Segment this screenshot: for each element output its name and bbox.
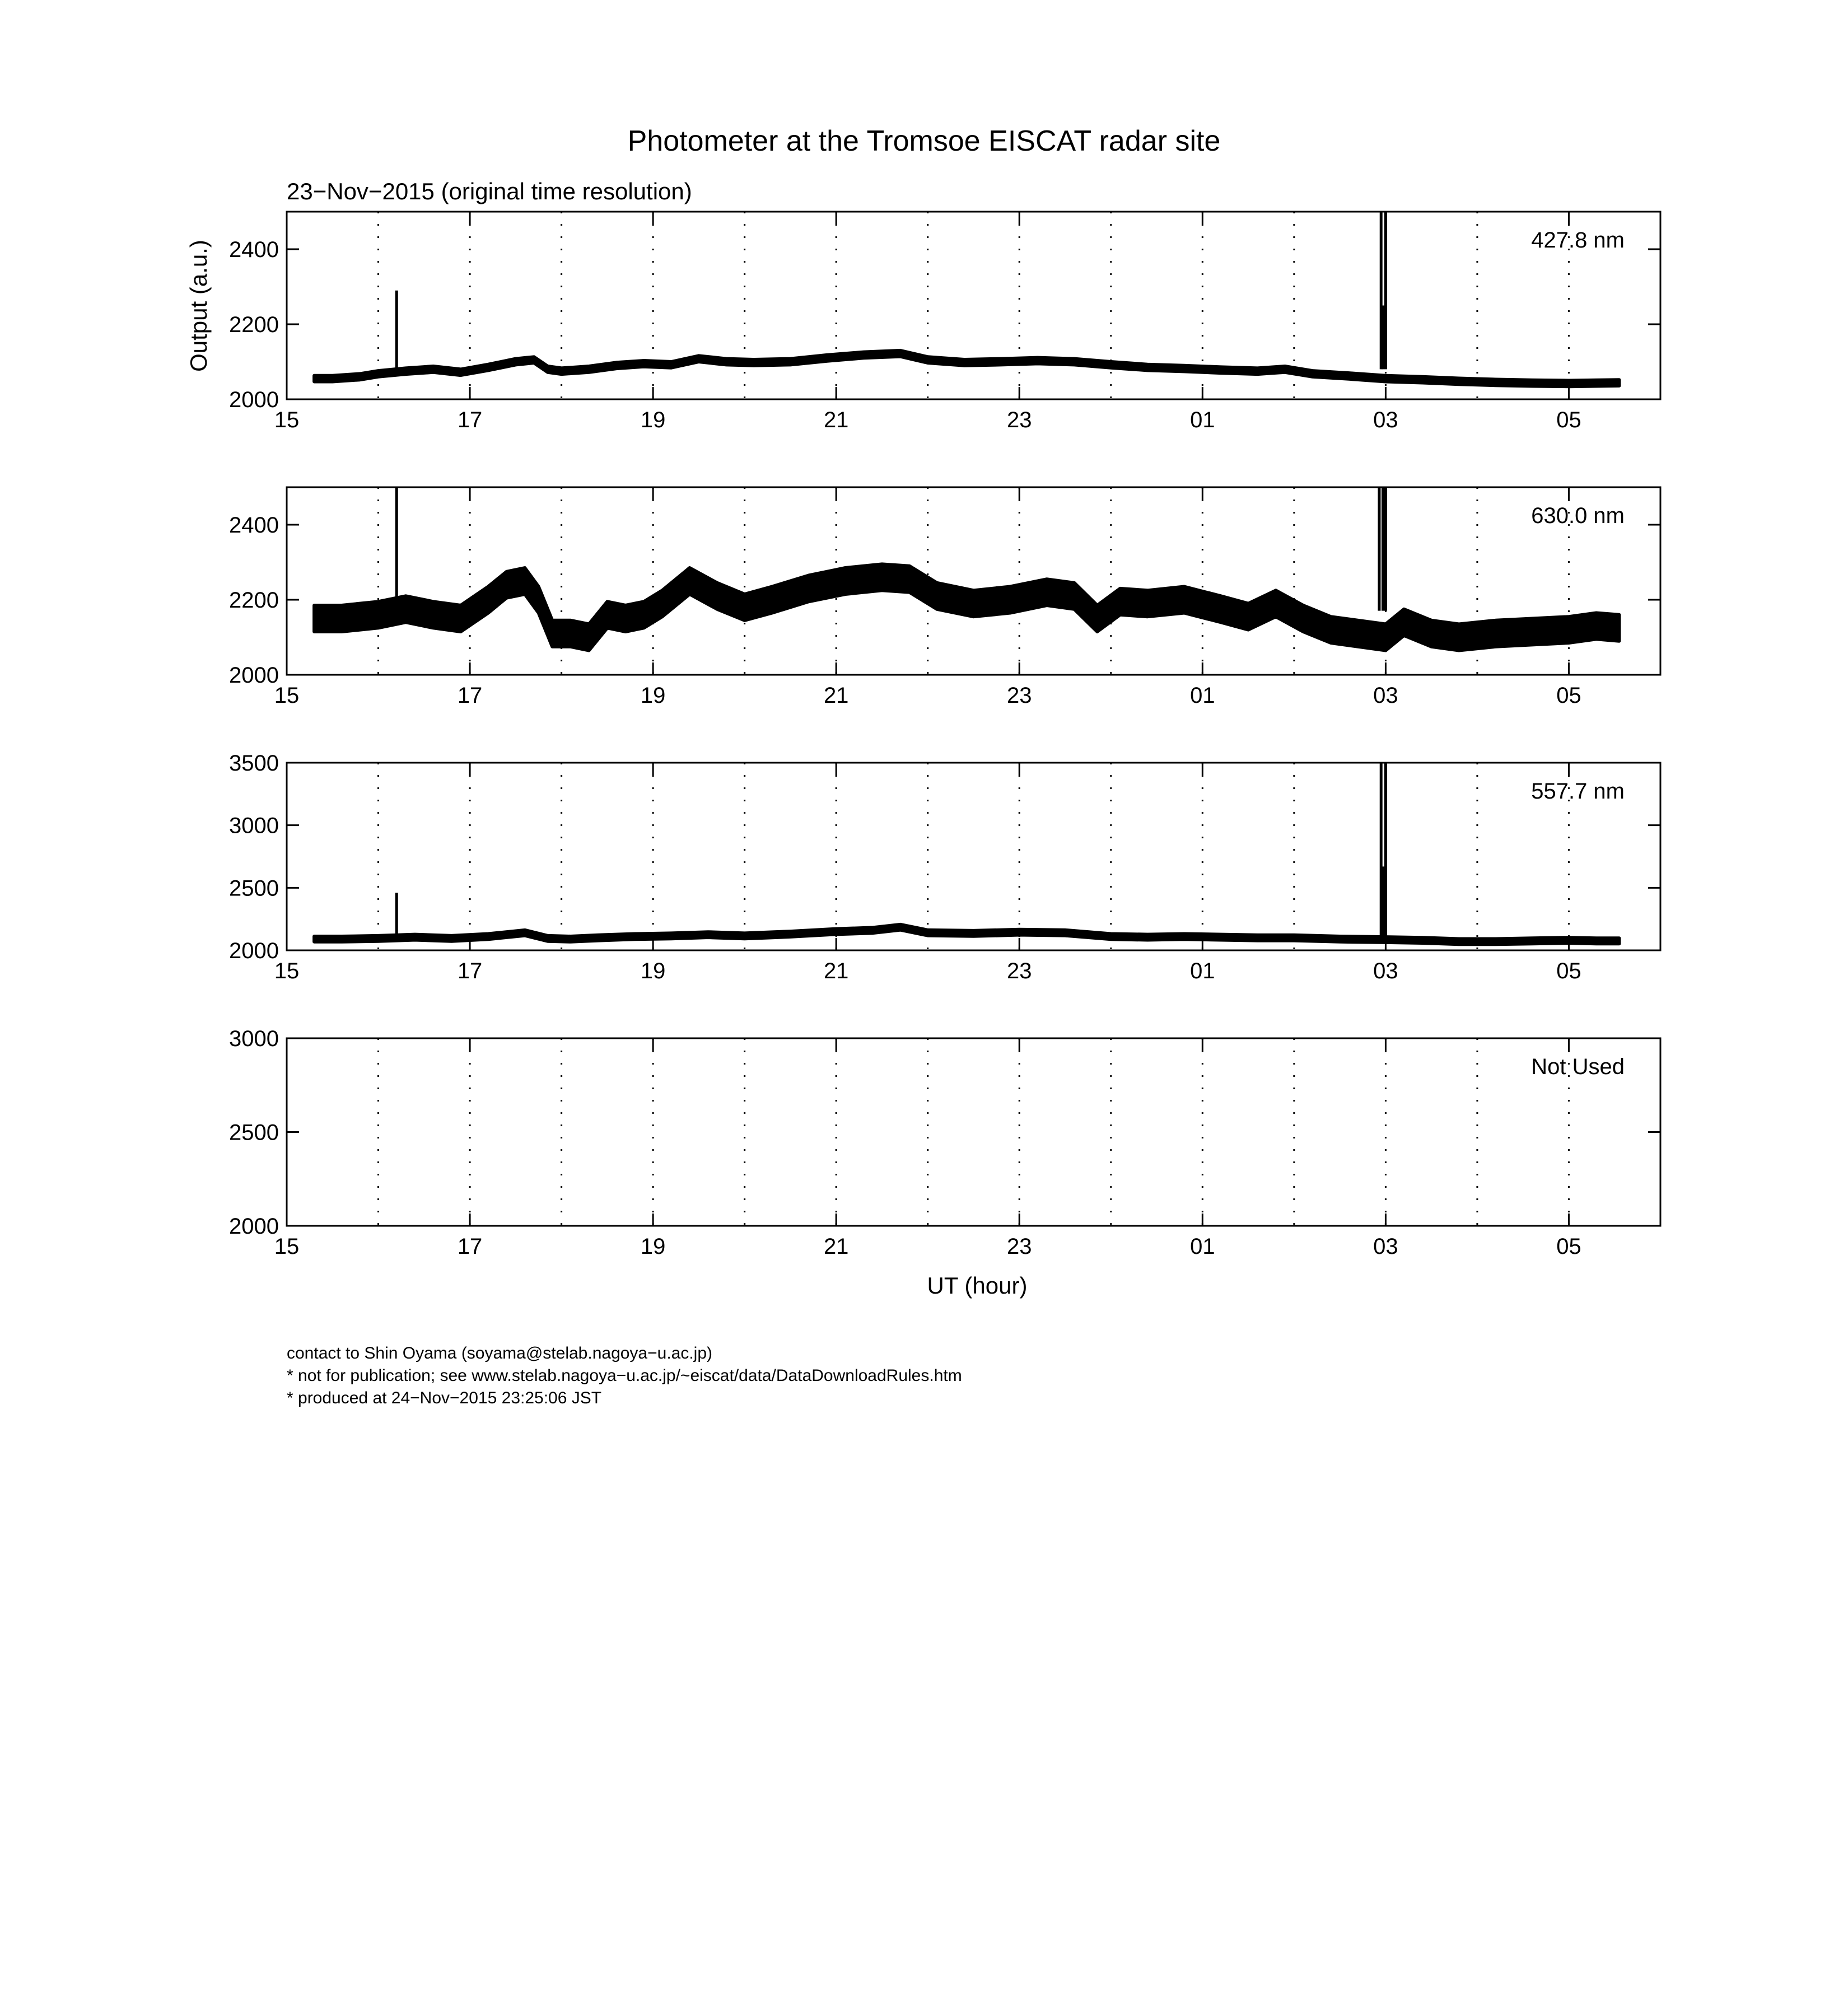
- footer-produced: * produced at 24−Nov−2015 23:25:06 JST: [287, 1389, 602, 1407]
- x-tick-label: 05: [1556, 959, 1581, 983]
- y-tick-label: 2000: [229, 1214, 279, 1239]
- x-tick-label: 21: [823, 408, 849, 432]
- x-tick-label: 21: [823, 959, 849, 983]
- y-tick-label: 2200: [229, 588, 279, 613]
- x-tick-label: 05: [1556, 683, 1581, 708]
- x-tick-label: 05: [1556, 1234, 1581, 1259]
- x-tick-label: 03: [1373, 959, 1398, 983]
- axes-frame: [287, 1038, 1660, 1226]
- footer-contact: contact to Shin Oyama (soyama@stelab.nagoya−u.ac.jp): [287, 1344, 713, 1362]
- x-tick-label: 21: [823, 683, 849, 708]
- x-tick-label: 01: [1190, 959, 1215, 983]
- x-tick-label: 17: [457, 408, 483, 432]
- panel-label: 427.8 nm: [1531, 228, 1625, 253]
- x-tick-label: 01: [1190, 1234, 1215, 1259]
- x-tick-label: 19: [640, 408, 666, 432]
- y-tick-label: 2000: [229, 663, 279, 688]
- y-tick-label: 2000: [229, 388, 279, 412]
- footer-note: * not for publication; see www.stelab.nagoya−u.ac.jp/~eiscat/data/DataDownloadRules.htm: [287, 1366, 962, 1385]
- data-band: [314, 564, 1619, 650]
- x-tick-label: 03: [1373, 683, 1398, 708]
- y-tick-label: 2000: [229, 939, 279, 963]
- panel-label: Not Used: [1531, 1054, 1625, 1079]
- x-tick-label: 05: [1556, 408, 1581, 432]
- x-tick-label: 21: [823, 1234, 849, 1259]
- x-tick-label: 19: [640, 1234, 666, 1259]
- panel-not-used: [229, 1026, 1660, 1259]
- panel-label: 630.0 nm: [1531, 503, 1625, 528]
- x-tick-label: 17: [457, 959, 483, 983]
- panel-label: 557.7 nm: [1531, 779, 1625, 804]
- x-tick-label: 17: [457, 683, 483, 708]
- x-axis-label: UT (hour): [927, 1272, 1028, 1299]
- y-axis-label: Output (a.u.): [185, 240, 212, 372]
- y-tick-label: 2500: [229, 876, 279, 901]
- y-tick-label: 2500: [229, 1120, 279, 1145]
- x-tick-label: 15: [274, 408, 300, 432]
- x-tick-label: 01: [1190, 683, 1215, 708]
- x-tick-label: 23: [1007, 959, 1032, 983]
- y-tick-label: 2200: [229, 312, 279, 337]
- x-tick-label: 19: [640, 683, 666, 708]
- panel-557-7nm: [229, 751, 1660, 983]
- x-tick-label: 17: [457, 1234, 483, 1259]
- y-tick-label: 3000: [229, 813, 279, 838]
- y-tick-label: 3000: [229, 1026, 279, 1051]
- axes-frame: [287, 763, 1660, 950]
- x-tick-label: 03: [1373, 408, 1398, 432]
- x-tick-label: 15: [274, 1234, 300, 1259]
- chart-subtitle: 23−Nov−2015 (original time resolution): [287, 178, 692, 204]
- panel-630-0nm: [229, 487, 1660, 708]
- y-tick-label: 2400: [229, 237, 279, 262]
- x-tick-label: 15: [274, 959, 300, 983]
- x-tick-label: 23: [1007, 683, 1032, 708]
- x-tick-label: 19: [640, 959, 666, 983]
- panel-427-8nm: [229, 212, 1660, 432]
- x-tick-label: 23: [1007, 1234, 1032, 1259]
- chart-title: Photometer at the Tromsoe EISCAT radar site: [627, 125, 1221, 157]
- x-tick-label: 23: [1007, 408, 1032, 432]
- x-tick-label: 03: [1373, 1234, 1398, 1259]
- y-tick-label: 2400: [229, 513, 279, 538]
- y-tick-label: 3500: [229, 751, 279, 776]
- x-tick-label: 15: [274, 683, 300, 708]
- x-tick-label: 01: [1190, 408, 1215, 432]
